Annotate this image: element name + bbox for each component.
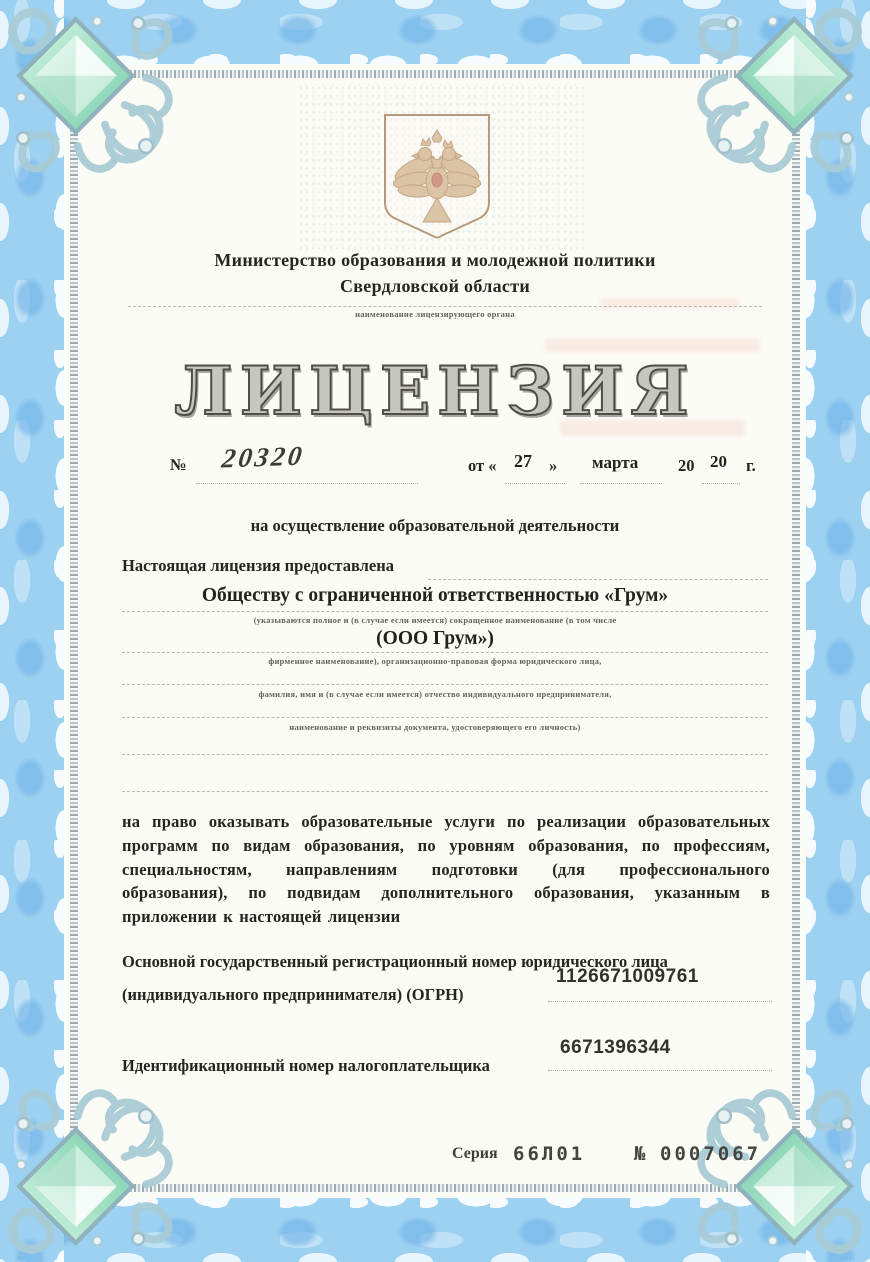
license-number-value: 20320 [219, 440, 307, 474]
ministry-caption: наименование лицензирующего органа [355, 309, 515, 319]
series-label: Серия [452, 1145, 498, 1162]
ministry-name-line2: Свердловской области [339, 276, 531, 296]
grantee-label: Настоящая лицензия предоставлена [122, 556, 394, 575]
ruled-line [122, 791, 768, 792]
date-year-value: 20 [710, 452, 727, 471]
date-quote-close: » [549, 456, 558, 475]
corner-ornament-icon [685, 1077, 870, 1262]
ogrn-label-line2: (индивидуального предпринимателя) (ОГРН) [122, 985, 464, 1004]
ogrn-label-line1: Основной государственный регистрационный номер юридического лица [122, 952, 668, 971]
ogrn-value: 1126671009761 [556, 966, 699, 987]
ruled-line [122, 717, 768, 718]
ruled-line [122, 611, 768, 612]
corner-ornament-icon [685, 0, 870, 185]
doc-number-label: № [634, 1143, 647, 1165]
corner-ornament-icon [0, 0, 185, 185]
license-number-label: № [170, 455, 187, 474]
doc-number-value: 0007067 [660, 1143, 762, 1165]
corner-ornament-icon [0, 1077, 185, 1262]
date-month: марта [592, 453, 639, 472]
ruled-line [580, 483, 662, 484]
decorative-border-right [806, 0, 870, 1262]
ministry-name-line1: Министерство образования и молодежной политики [214, 250, 656, 270]
ruled-line [128, 306, 762, 307]
form-caption-2: фирменное наименование), организационно-правовая форма юридического лица, [268, 656, 602, 666]
ruled-line [196, 483, 418, 484]
form-caption-1: (указываются полное и (в случае если имеется) сокращенное наименование (в том числе [253, 615, 617, 625]
inn-value: 6671396344 [560, 1037, 671, 1058]
ruled-line [505, 483, 565, 484]
license-title: ЛИЦЕНЗИЯ [174, 352, 696, 430]
ruled-line [702, 483, 740, 484]
ghost-artifact [545, 338, 760, 352]
date-day: 27 [514, 451, 532, 471]
ruled-line [548, 1070, 772, 1071]
ruled-line [548, 1001, 772, 1002]
coat-of-arms-icon [377, 110, 497, 244]
ruled-line [122, 652, 768, 653]
date-year-prefix: 20 [678, 456, 695, 475]
ruled-line [122, 754, 768, 755]
grantee-short-name: (ООО Грум») [376, 628, 494, 649]
chain-frame-left [70, 70, 78, 1192]
form-caption-4: наименование и реквизиты документа, удостоверяющего его личность) [289, 722, 581, 732]
series-value: 66Л01 [513, 1143, 586, 1165]
form-caption-3: фамилия, имя и (в случае если имеется) отчество индивидуального предпринимателя, [258, 689, 612, 699]
ruled-line [428, 579, 768, 580]
rights-paragraph: на право оказывать образовательные услуги по реализации образовательных программ по видам образования, по уровням образования, по профессиям, специальностям, направлениям подготовки (для профессионального образования), по подвидам дополнительного образования, указанным в приложении к настоящей лицензии [122, 812, 770, 926]
date-year-label: г. [746, 456, 756, 475]
decorative-border-left [0, 0, 64, 1262]
ruled-line [122, 684, 768, 685]
date-prefix: от « [468, 456, 497, 475]
chain-frame-right [792, 70, 800, 1192]
license-subtitle: на осуществление образовательной деятельности [250, 516, 620, 535]
grantee-name: Обществу с ограниченной ответственностью «Грум» [201, 585, 669, 606]
inn-label: Идентификационный номер налогоплательщика [122, 1056, 490, 1075]
